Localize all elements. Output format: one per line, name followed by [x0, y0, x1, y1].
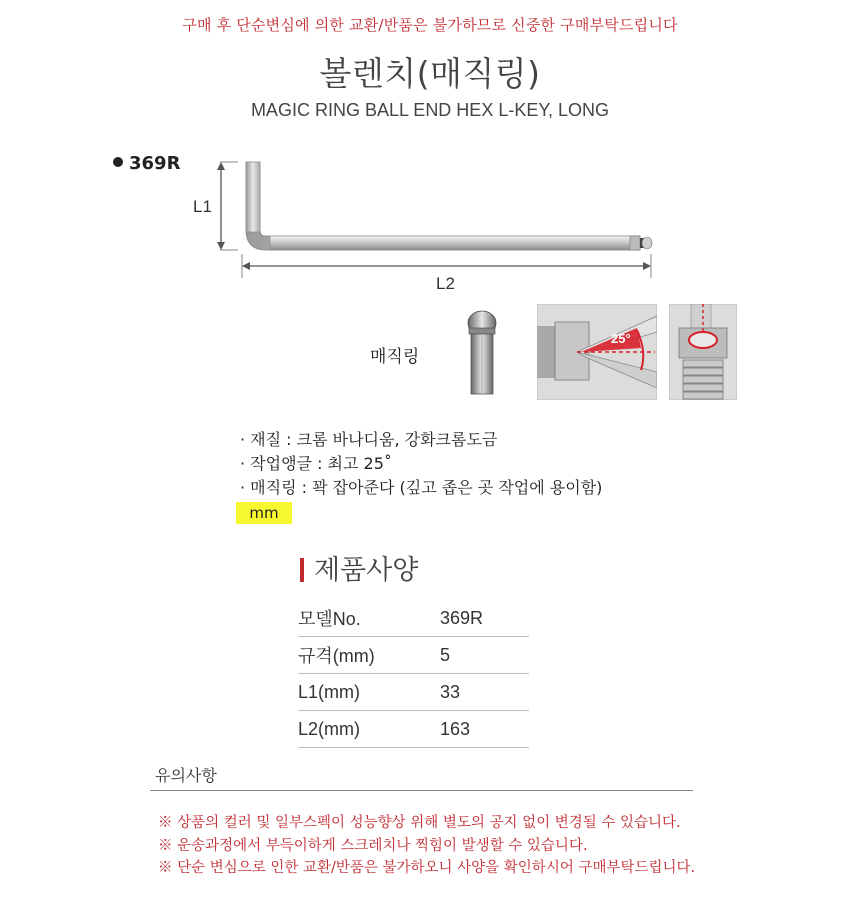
hex-key-diagram	[180, 150, 680, 300]
spec-table	[298, 600, 529, 748]
spec-value: 369R	[440, 600, 529, 637]
spec-value: 5	[440, 637, 529, 674]
spec-heading-text: 제품사양	[314, 555, 419, 586]
socket-closeup-image	[669, 304, 737, 400]
heading-accent-bar	[300, 558, 304, 582]
table-row	[298, 637, 529, 674]
model-tag	[113, 153, 180, 174]
caution-item: ※ 운송과정에서 부득이하게 스크레치나 찍힘이 발생할 수 있습니다.	[158, 837, 588, 854]
angle-value: 25°	[611, 331, 631, 346]
product-title: 볼렌치(매직링)	[319, 54, 541, 93]
product-subtitle: MAGIC RING BALL END HEX L-KEY, LONG	[250, 100, 610, 120]
l2-label: L2	[436, 274, 455, 293]
spec-key: 규격(mm)	[298, 637, 440, 674]
spec-value: 33	[440, 674, 529, 711]
spec-key: L2(mm)	[298, 711, 440, 748]
feature-magic-ring: · 매직링 : 꽉 잡아준다 (깊고 좁은 곳 작업에 용이함)	[240, 478, 603, 497]
bullet-icon	[113, 157, 123, 167]
feature-angle: · 작업앵글 : 최고 25˚	[240, 454, 392, 473]
feature-list	[240, 428, 602, 500]
table-row	[298, 674, 529, 711]
table-row	[298, 711, 529, 748]
l1-label: L1	[193, 197, 212, 216]
caution-heading: 유의사항	[155, 766, 217, 785]
spec-heading	[300, 548, 418, 587]
table-row	[298, 600, 529, 637]
top-notice: 구매 후 단순변심에 의한 교환/반품은 불가하므로 신중한 구매부탁드립니다	[182, 16, 678, 34]
unit-badge: mm	[236, 502, 292, 524]
spec-value: 163	[440, 711, 529, 748]
magic-ring-label: 매직링	[370, 347, 420, 367]
magic-ring-closeup-image	[455, 305, 510, 397]
caution-item: ※ 상품의 컬러 및 일부스펙이 성능향상 위해 별도의 공지 없이 변경될 수 있습니다.	[158, 815, 681, 831]
working-angle-image	[537, 304, 657, 400]
spec-key: 모델No.	[298, 600, 440, 637]
caution-list	[158, 812, 695, 880]
model-number: 369R	[129, 153, 181, 174]
caution-divider	[150, 790, 693, 791]
caution-item: ※ 단순 변심으로 인한 교환/반품은 불가하오니 사양을 확인하시어 구매부탁드립니다.	[158, 860, 696, 876]
spec-key: L1(mm)	[298, 674, 440, 711]
feature-material: · 재질 : 크롬 바나디움, 강화크롬도금	[240, 430, 498, 449]
